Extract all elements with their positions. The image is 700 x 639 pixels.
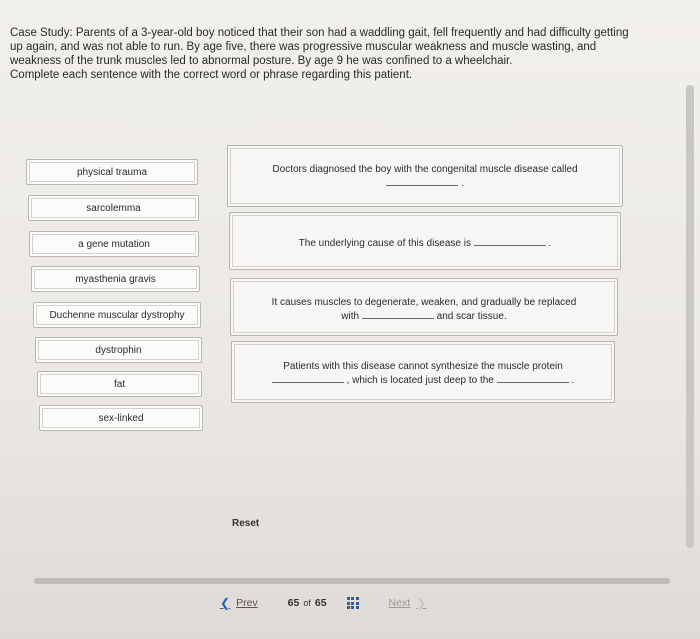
prompt-line: up again, and was not able to run. By age five, there was progressive muscular weakness and muscle wasting, and — [10, 41, 597, 53]
prev-button[interactable]: ❮ Prev — [220, 596, 258, 610]
option-sex-linked[interactable]: sex-linked — [39, 405, 203, 431]
vertical-scrollbar[interactable] — [686, 85, 694, 548]
option-myasthenia-gravis[interactable]: myasthenia gravis — [31, 266, 200, 292]
option-physical-trauma[interactable]: physical trauma — [26, 159, 198, 185]
scrollbar-thumb[interactable] — [34, 578, 670, 584]
blank-drop-zone[interactable] — [272, 373, 344, 383]
sentence-target-1[interactable]: Doctors diagnosed the boy with the congenital muscle disease called . — [227, 145, 623, 207]
option-sarcolemma[interactable]: sarcolemma — [28, 195, 199, 221]
sentence-target-2[interactable]: The underlying cause of this disease is . — [229, 212, 621, 270]
pagination — [220, 593, 426, 613]
reset-button[interactable]: Reset — [232, 518, 260, 529]
blank-drop-zone[interactable] — [362, 309, 434, 319]
page-counter: 65 of 65 — [287, 597, 327, 609]
blank-drop-zone[interactable] — [474, 236, 546, 246]
prompt-line: weakness of the trunk muscles led to abnormal posture. By age 9 he was confined to a wheelchair. — [10, 55, 513, 67]
option-dystrophin[interactable]: dystrophin — [35, 337, 202, 363]
blank-drop-zone[interactable] — [386, 176, 458, 186]
option-fat[interactable]: fat — [37, 371, 202, 397]
grid-icon[interactable] — [347, 597, 359, 609]
next-button[interactable]: Next ❯ — [388, 596, 427, 610]
prompt-line: Case Study: Parents of a 3-year-old boy noticed that their son had a waddling gait, fell frequently and had difficulty getting — [10, 27, 629, 39]
sentence-target-3[interactable]: It causes muscles to degenerate, weaken, and gradually be replaced with and scar tissue. — [230, 278, 618, 336]
prompt-line: Complete each sentence with the correct word or phrase regarding this patient. — [10, 69, 413, 81]
blank-drop-zone[interactable] — [497, 373, 569, 383]
option-duchenne-muscular-dystrophy[interactable]: Duchenne muscular dystrophy — [33, 302, 201, 328]
chevron-left-icon: ❮ — [220, 596, 231, 610]
chevron-right-icon: ❯ — [416, 596, 427, 610]
question-prompt — [10, 26, 690, 82]
sentence-target-4[interactable]: Patients with this disease cannot synthesize the muscle protein , which is located just deep to the . — [231, 341, 615, 403]
option-gene-mutation[interactable]: a gene mutation — [29, 231, 199, 257]
horizontal-scrollbar[interactable] — [34, 578, 670, 584]
